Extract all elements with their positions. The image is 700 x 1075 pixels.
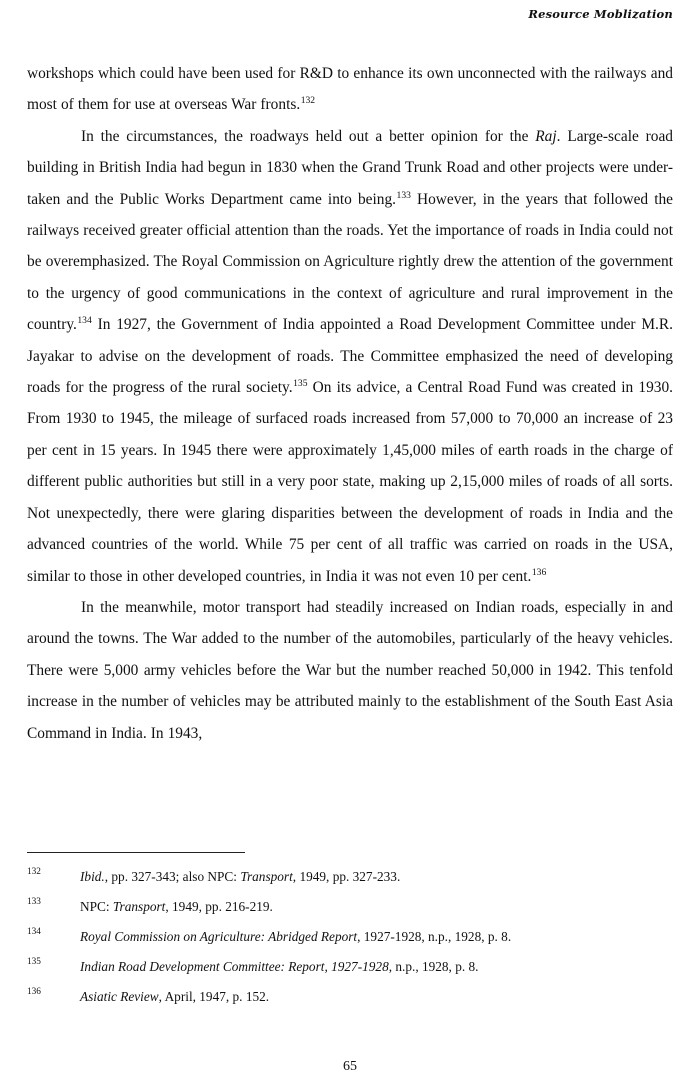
italic-run: Royal Commission on Agriculture: Abridged Report xyxy=(80,929,358,944)
text-run: . Large-scale road building in British India had begun in 1830 when the Grand Trunk Road and other projects were under-taken and the Public Works Department came into being. xyxy=(27,127,673,208)
italic-run: Raj xyxy=(535,127,557,145)
text-run: , April, 1947, p. 152. xyxy=(158,989,270,1004)
footnote-text xyxy=(80,952,478,982)
text-run: , 1949, pp. 327-233. xyxy=(292,869,401,884)
body-paragraph xyxy=(27,121,673,592)
page-number: 65 xyxy=(343,1059,357,1074)
footnote-number: 135 xyxy=(27,957,41,967)
footnote-reference-marker: 133 xyxy=(396,189,411,201)
body-paragraph xyxy=(27,58,673,121)
footnote-reference-marker: 135 xyxy=(293,378,308,390)
italic-run: Transport xyxy=(240,869,293,884)
footnote-text xyxy=(80,892,273,922)
footnote-item xyxy=(27,952,673,982)
text-run: However, in the years that followed the railways received greater official attention than the roads. Yet the importance of roads in India could not be overemphasized. The Royal Commission on Agriculture rightly drew the attention of the government to the urgency of good communications in the context of agriculture and rural improvement in the country. xyxy=(27,190,673,334)
footnote-reference-marker: 132 xyxy=(300,95,316,107)
footnote-number: 136 xyxy=(27,987,41,997)
text-run: In the circumstances, the roadways held out a better opinion for the xyxy=(81,127,536,145)
text-run: , pp. 327-343; also NPC: xyxy=(104,869,241,884)
footnote-reference-marker: 136 xyxy=(531,566,547,578)
text-run: , n.p., 1928, p. 8. xyxy=(388,959,479,974)
text-run: On its advice, a Central Road Fund was created in 1930. From 1930 to 1945, the mileage of surfaced roads increased from 57,000 to 70,000 an increase of 23 per cent in 15 years. In 1945 there were approximately 1,45,000 miles of earth roads in the charge of different public authorities but still in a very poor state, making up 2,15,000 miles of roads of all sorts. Not unexpectedly, there were glaring disparities between the development of roads in India and the advanced countries of the world. While 75 per cent of all traffic was carried on roads in the USA, similar to those in other developed countries, in India it was not even 10 per cent. xyxy=(27,379,674,585)
footnote-text xyxy=(80,862,400,892)
text-run: NPC: xyxy=(80,899,113,914)
footnote-number: 134 xyxy=(27,927,41,937)
footnote-area xyxy=(27,852,673,1012)
footnote-list xyxy=(27,862,673,1012)
running-header: Resource Moblization xyxy=(528,7,673,21)
footnote-number: 133 xyxy=(27,897,41,907)
footnote-item xyxy=(27,922,673,952)
italic-run: Indian Road Development Committee: Report, 1927-1928 xyxy=(80,959,389,974)
footnote-reference-marker: 134 xyxy=(77,315,92,327)
footnote-item xyxy=(27,982,673,1012)
footnote-text xyxy=(80,922,511,952)
body-text-block xyxy=(27,58,673,749)
text-run: workshops which could have been used for R&D to enhance its own unconnected with the railways and most of them for use at overseas War fronts. xyxy=(27,65,673,114)
text-run: In 1927, the Government of India appointed a Road Development Committee under M.R. Jayakar to advise on the development of roads. The Committee emphasized the need of developing roads for the progress of the rural society. xyxy=(27,316,673,397)
footnote-number: 132 xyxy=(27,867,41,877)
text-run: In the meanwhile, motor transport had steadily increased on Indian roads, especially in and around the towns. The War added to the number of the automobiles, particularly of the heavy vehicles. There were 5,000 army vehicles before the War but the number reached 50,000 in 1942. This tenfold increase in the number of vehicles may be attributed mainly to the establishment of the South East Asia Command in India. In 1943, xyxy=(27,598,673,742)
italic-run: Asiatic Review xyxy=(80,989,159,1004)
footnote-text xyxy=(80,982,269,1012)
italic-run: Ibid. xyxy=(80,869,105,884)
text-run: , 1927-1928, n.p., 1928, p. 8. xyxy=(357,929,512,944)
footnote-item xyxy=(27,892,673,922)
footnote-separator-rule xyxy=(27,852,245,853)
text-run: , 1949, pp. 216-219. xyxy=(165,899,273,914)
body-paragraph xyxy=(27,592,673,749)
italic-run: Transport xyxy=(112,899,166,914)
footnote-item xyxy=(27,862,673,892)
